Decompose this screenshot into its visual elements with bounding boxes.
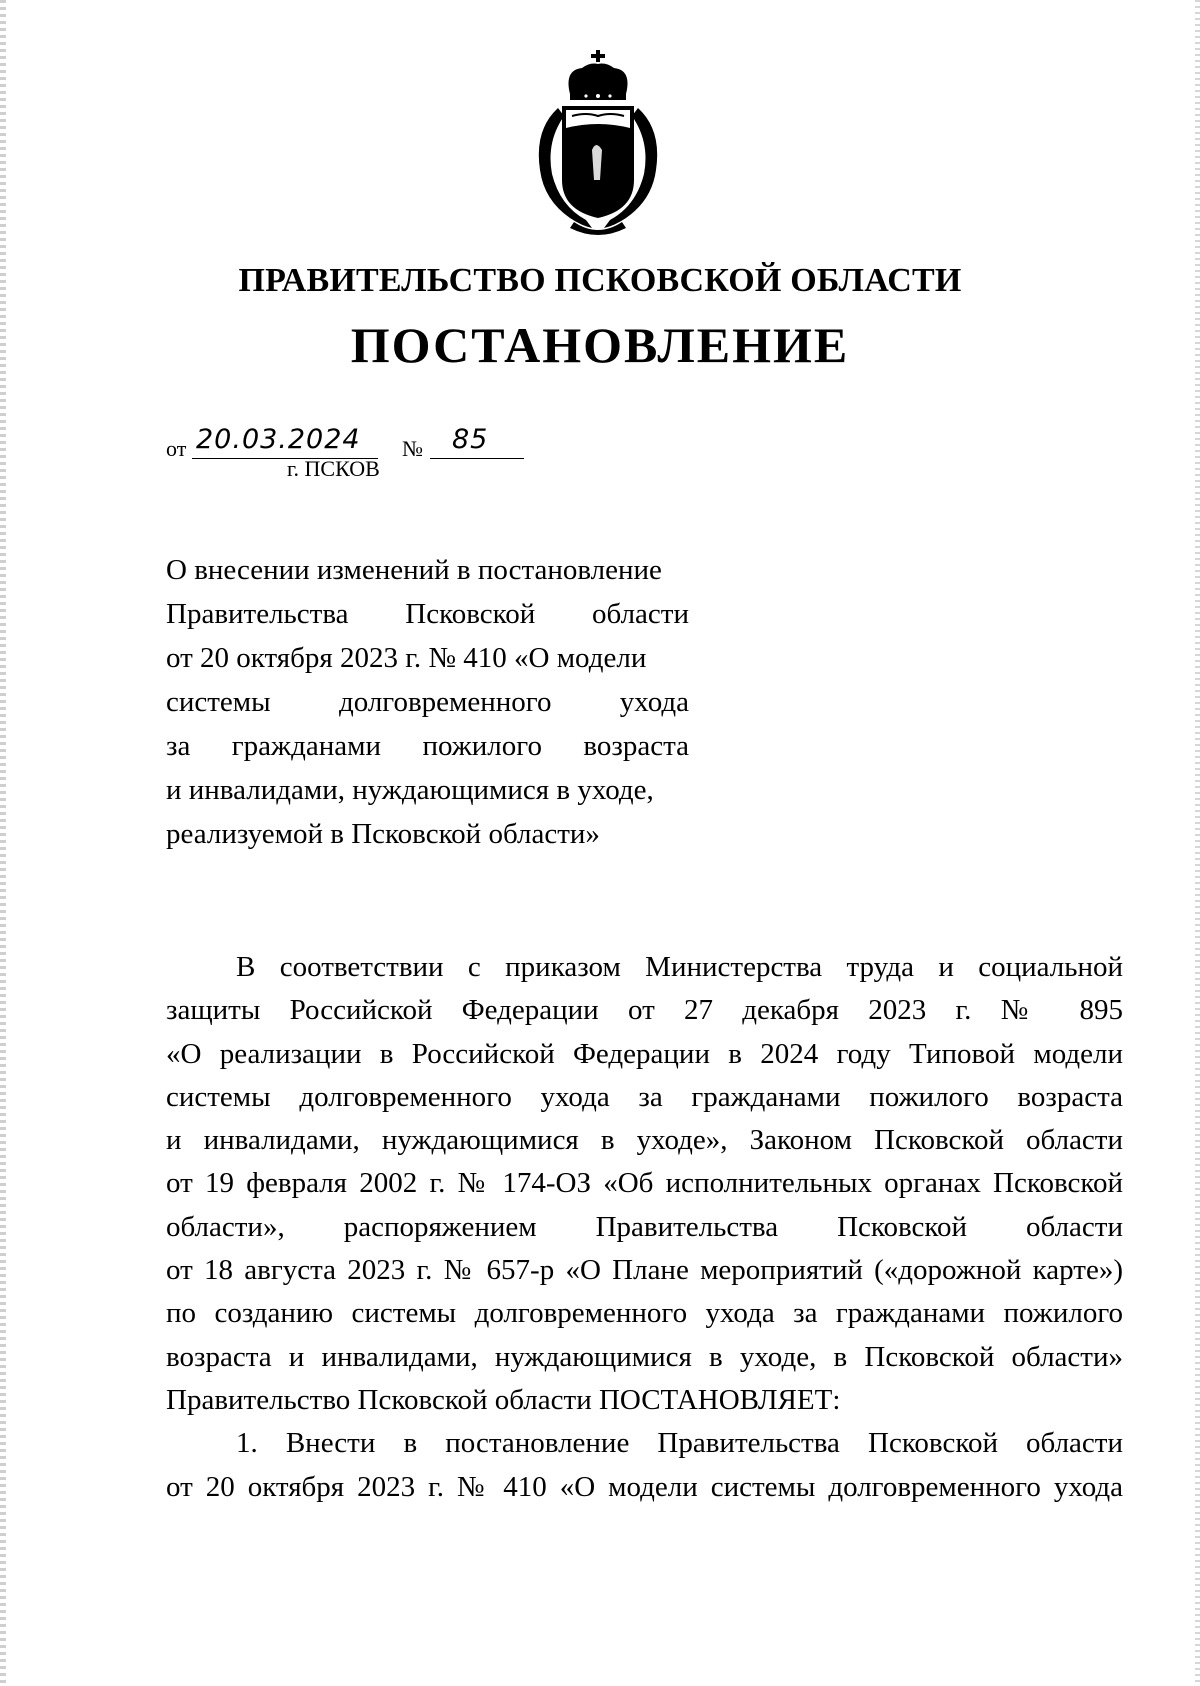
handwritten-date: 20.03.2024 xyxy=(196,424,361,455)
document-body xyxy=(166,946,1123,1509)
government-name: ПРАВИТЕЛЬСТВО ПСКОВСКОЙ ОБЛАСТИ xyxy=(238,262,962,299)
body-line: 1. Внести в постановление Правительства Псковской области xyxy=(236,1427,1123,1460)
body-line: по созданию системы долговременного ухода за гражданами пожилого xyxy=(166,1297,1123,1330)
handwritten-number: 85 xyxy=(452,424,489,455)
document-type-title: ПОСТАНОВЛЕНИЕ xyxy=(350,317,850,373)
body-line: от 18 августа 2023 г. № 657-р «О Плане мероприятий («дорожной карте») xyxy=(166,1254,1123,1287)
subject-line: О внесении изменений в постановление xyxy=(166,554,662,586)
body-line: и инвалидами, нуждающимися в уходе», Законом Псковской области xyxy=(166,1124,1123,1157)
body-line: системы долговременного ухода за гражданами пожилого возраста xyxy=(166,1080,1123,1113)
subject-line: Правительства Псковской области xyxy=(166,598,689,630)
body-line: Правительство Псковской области ПОСТАНОВЛЯЕТ: xyxy=(166,1383,841,1416)
body-line: возраста и инвалидами, нуждающимися в уходе, в Псковской области» xyxy=(166,1340,1123,1373)
body-line: от 19 февраля 2002 г. № 174-ОЗ «Об исполнительных органах Псковской xyxy=(166,1167,1123,1200)
subject-line: и инвалидами, нуждающимися в уходе, xyxy=(166,774,654,806)
coat-of-arms-icon xyxy=(530,50,666,236)
subject-line: системы долговременного ухода xyxy=(166,686,689,718)
scan-edge-right xyxy=(1195,0,1200,1686)
number-underline xyxy=(430,458,524,459)
subject-line: за гражданами пожилого возраста xyxy=(166,730,689,762)
body-line: В соответствии с приказом Министерства труда и социальной xyxy=(236,951,1123,983)
body-line: области», распоряжением Правительства Псковской области xyxy=(166,1210,1123,1243)
date-prefix: от xyxy=(166,436,187,461)
subject-line: от 20 октября 2023 г. № 410 «О модели xyxy=(166,642,647,674)
number-prefix: № xyxy=(402,436,423,461)
body-line: от 20 октября 2023 г. № 410 «О модели системы долговременного ухода xyxy=(166,1470,1123,1503)
document-subject xyxy=(166,548,689,856)
city-label: г. ПСКОВ xyxy=(287,456,380,481)
subject-line: реализуемой в Псковской области» xyxy=(166,818,600,850)
body-line: «О реализации в Российской Федерации в 2024 году Типовой модели xyxy=(166,1037,1123,1070)
body-line: защиты Российской Федерации от 27 декабря 2023 г. № 895 xyxy=(166,994,1123,1027)
scan-edge-left xyxy=(0,0,6,1686)
